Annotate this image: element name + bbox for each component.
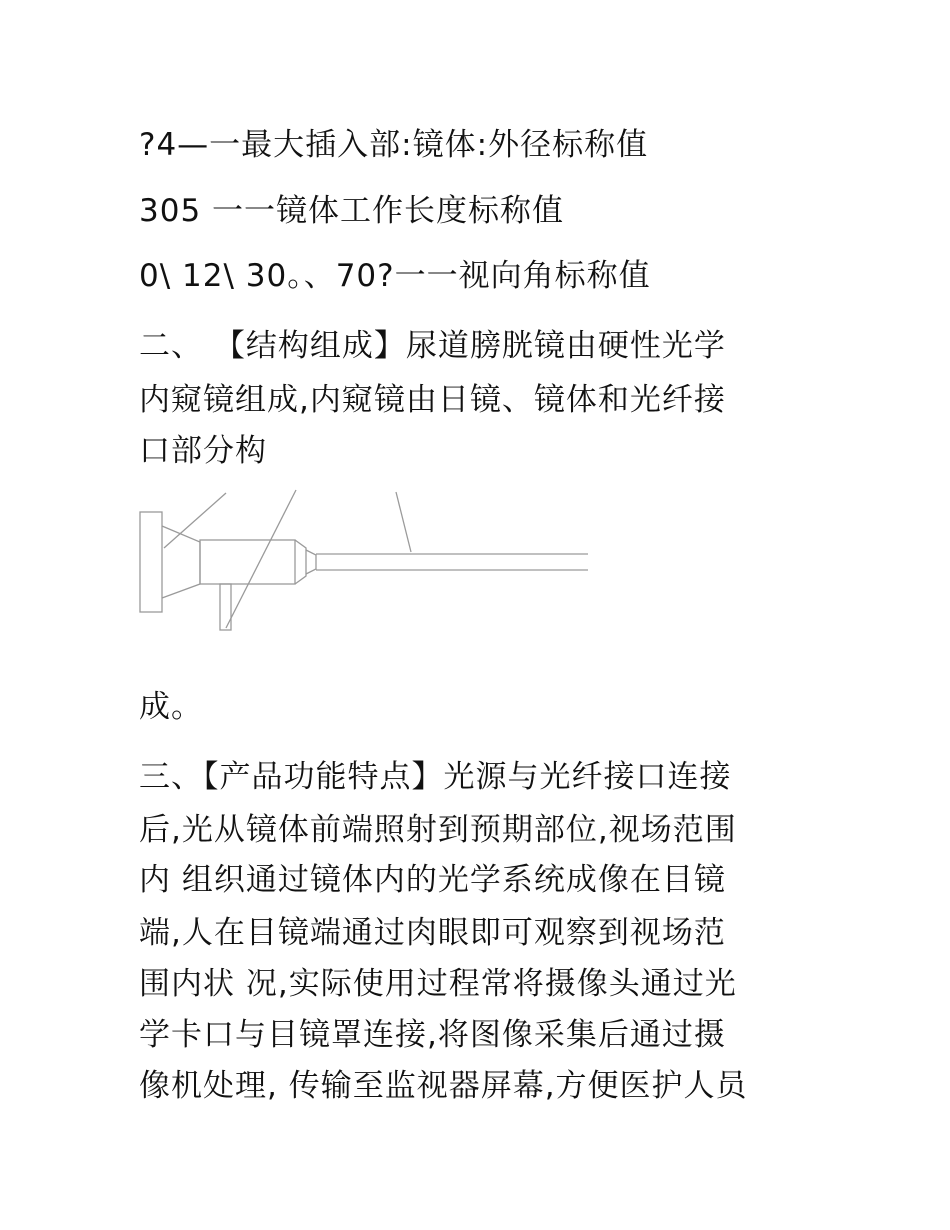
endoscope-structure-diagram: [136, 488, 596, 638]
section3-line-1: 三、【产品功能特点】光源与光纤接口连接: [139, 759, 732, 795]
section3-line-4: 端,人在目镜端通过肉眼即可观察到视场范: [139, 915, 726, 951]
scope-taper: [295, 540, 306, 584]
section2-tail: 成。: [139, 689, 203, 725]
section3-line-5: 围内状 况,实际使用过程常将摄像头通过光: [139, 966, 737, 1002]
eyepiece-cup: [140, 512, 162, 612]
eyepiece-cone: [162, 526, 200, 598]
leader-line-shaft: [396, 492, 411, 552]
spec-line-length: 305 一一镜体工作长度标称值: [139, 193, 565, 229]
section2-line-1: 二、 【结构组成】尿道膀胱镜由硬性光学: [139, 328, 726, 364]
spec-line-diameter: ?4—一最大插入部:镜体:外径标称值: [139, 127, 649, 163]
spec-line-angle: 0\ 12\ 30。、70?一一视向角标称值: [139, 258, 651, 294]
section3-line-3: 内 组织通过镜体内的光学系统成像在目镜: [139, 862, 726, 898]
leader-line-light-port: [226, 490, 296, 628]
section3-line-7: 像机处理, 传输至监视器屏幕,方便医护人员: [139, 1068, 748, 1104]
section2-line-2: 内窥镜组成,内窥镜由日镜、镜体和光纤接: [139, 382, 726, 418]
scope-body: [200, 540, 295, 584]
section3-line-2: 后,光从镜体前端照射到预期部位,视场范围: [139, 812, 737, 848]
light-port: [220, 584, 231, 630]
section2-line-3: 口部分构: [139, 433, 267, 469]
section3-line-6: 学卡口与目镜罩连接,将图像采集后通过摄: [139, 1017, 726, 1053]
